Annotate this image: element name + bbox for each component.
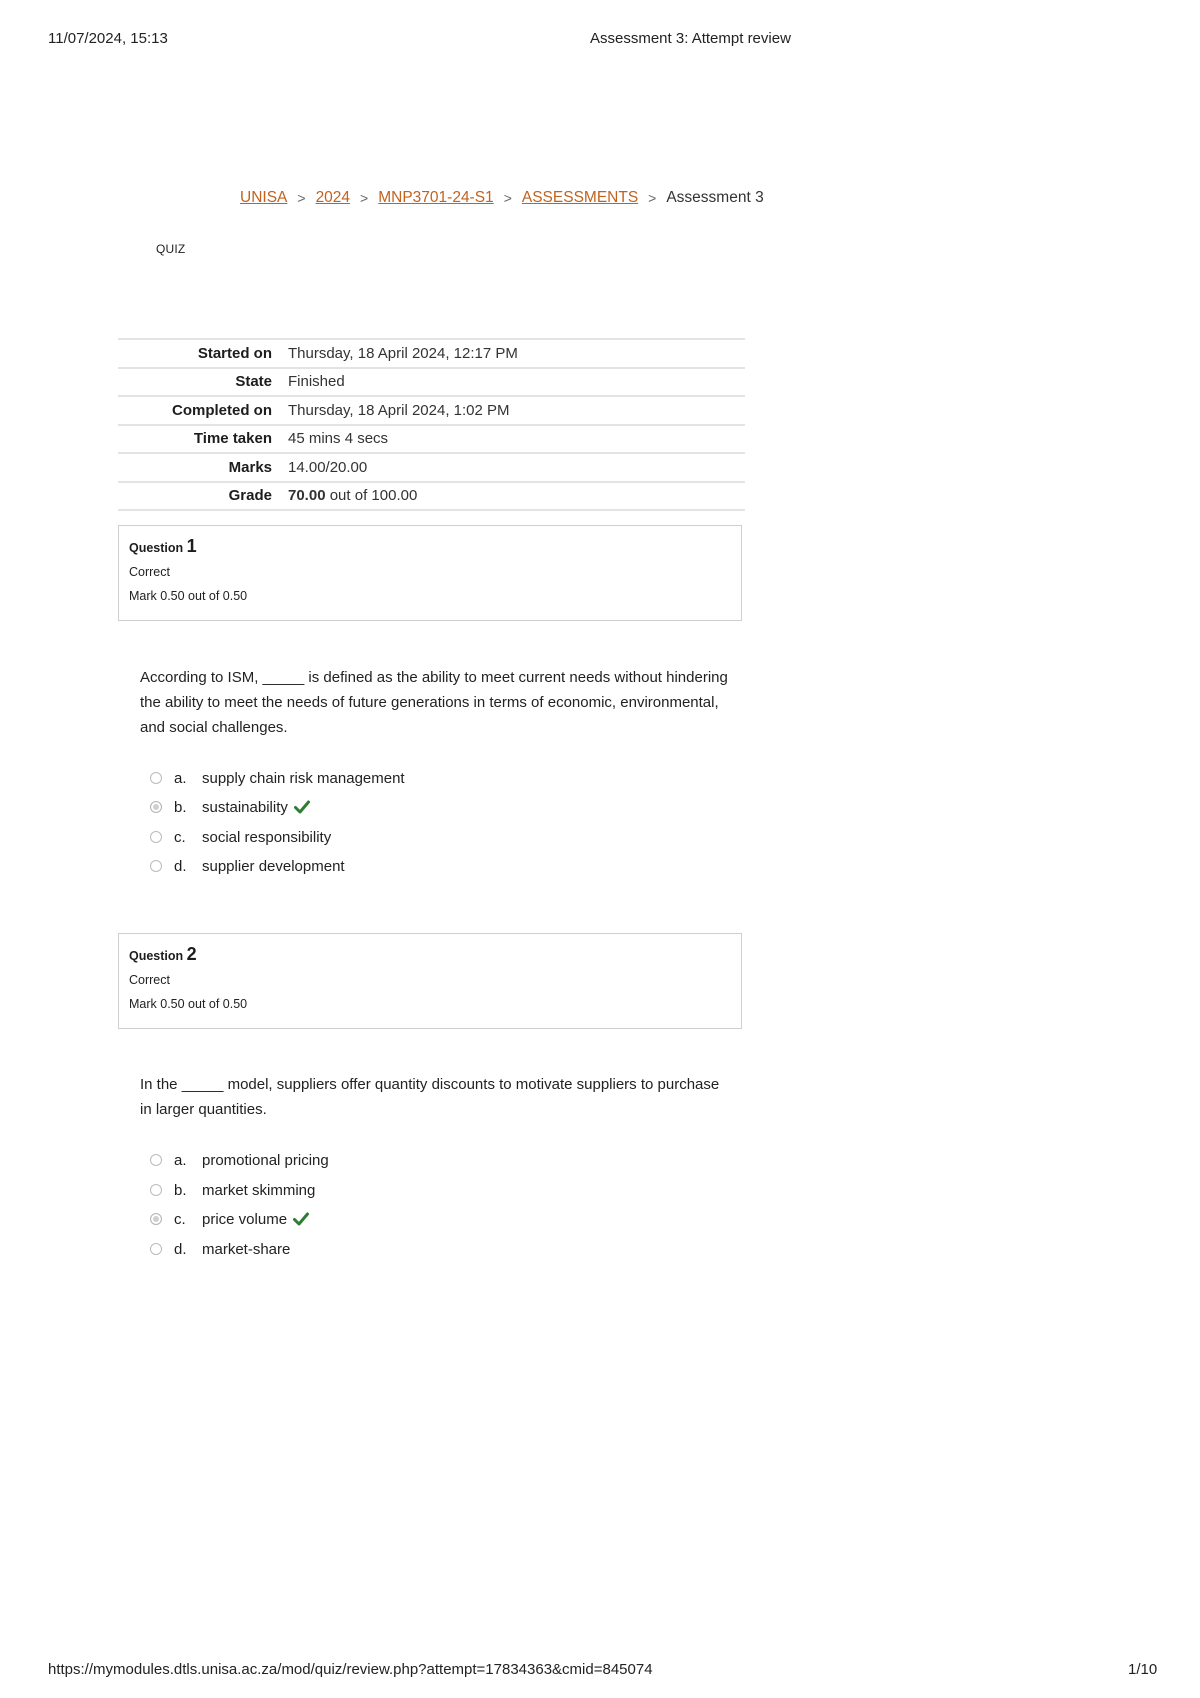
answer-text: price volume: [202, 1210, 288, 1228]
question-text: According to ISM, _____ is defined as the ability to meet current needs without hindering the ability to meet the needs of future generations in terms of economic, environmental, and social challenges.: [140, 669, 728, 736]
question-number: 2: [186, 944, 197, 964]
answer-letter: a.: [174, 1151, 187, 1169]
grade-value: 70.00: [288, 487, 326, 505]
answer-text: supply chain risk management: [202, 769, 405, 787]
summary-row-grade: [118, 482, 745, 511]
question-info-box: [118, 525, 742, 621]
answer-text: market skimming: [202, 1181, 316, 1199]
question-number: 1: [186, 536, 197, 556]
radio-button[interactable]: [150, 1184, 162, 1196]
summary-label: Completed on: [118, 396, 280, 425]
radio-button[interactable]: [150, 1243, 162, 1255]
summary-value: [280, 482, 745, 511]
summary-row-state: [118, 368, 745, 397]
question-mark: Mark 0.50 out of 0.50: [129, 589, 248, 603]
question-title: [129, 944, 731, 965]
breadcrumb-current: Assessment 3: [666, 189, 764, 206]
check-icon: [293, 1212, 309, 1226]
summary-label: Started on: [118, 339, 280, 368]
chevron-right-icon: >: [360, 190, 369, 206]
radio-button[interactable]: [150, 1154, 162, 1166]
summary-value: Finished: [280, 368, 745, 397]
answer-option[interactable]: [150, 1238, 290, 1260]
answer-text: promotional pricing: [202, 1151, 329, 1169]
breadcrumb-link-module[interactable]: MNP3701-24-S1: [378, 189, 494, 206]
breadcrumb-link-year[interactable]: 2024: [315, 189, 351, 206]
answer-option[interactable]: [150, 855, 345, 877]
question-info-box: [118, 933, 742, 1029]
answer-letter: b.: [174, 1181, 187, 1199]
summary-value: 14.00/20.00: [280, 453, 745, 482]
summary-value: Thursday, 18 April 2024, 12:17 PM: [280, 339, 745, 368]
radio-button-selected[interactable]: [150, 801, 162, 813]
answer-option[interactable]: [150, 1149, 329, 1171]
question-text: In the _____ model, suppliers offer quantity discounts to motivate suppliers to purchase in larger quantities.: [140, 1076, 720, 1118]
answer-letter: c.: [174, 1210, 186, 1228]
answer-text: supplier development: [202, 857, 345, 875]
chevron-right-icon: >: [297, 190, 306, 206]
answer-option-selected[interactable]: [150, 796, 310, 818]
breadcrumb-link-assessments[interactable]: ASSESSMENTS: [521, 189, 639, 206]
print-title: Assessment 3: Attempt review: [590, 30, 791, 47]
check-icon: [294, 800, 310, 814]
summary-label: State: [118, 368, 280, 397]
answer-letter: d.: [174, 857, 187, 875]
answer-option[interactable]: [150, 826, 331, 848]
answer-letter: d.: [174, 1240, 187, 1258]
question-title-prefix: Question: [129, 541, 184, 555]
grade-out-of: out of 100.00: [329, 487, 418, 505]
summary-value: 45 mins 4 secs: [280, 425, 745, 454]
summary-label: Grade: [118, 482, 280, 511]
question-state: Correct: [129, 973, 170, 987]
attempt-summary-table: [118, 338, 745, 511]
print-datetime: 11/07/2024, 15:13: [48, 30, 168, 47]
chevron-right-icon: >: [648, 190, 657, 206]
radio-button[interactable]: [150, 772, 162, 784]
activity-type-label: QUIZ: [156, 242, 186, 256]
summary-row-completed: [118, 396, 745, 425]
question-state: Correct: [129, 565, 170, 579]
summary-row-started: [118, 339, 745, 368]
answer-letter: a.: [174, 769, 187, 787]
answer-text: sustainability: [202, 798, 288, 816]
breadcrumb: [240, 189, 764, 207]
print-page-number: 1/10: [1128, 1661, 1158, 1678]
chevron-right-icon: >: [503, 190, 512, 206]
question-title-prefix: Question: [129, 949, 184, 963]
breadcrumb-link-unisa[interactable]: UNISA: [240, 189, 288, 206]
summary-label: Time taken: [118, 425, 280, 454]
answer-letter: c.: [174, 828, 186, 846]
answer-letter: b.: [174, 798, 187, 816]
answer-text: market-share: [202, 1240, 291, 1258]
radio-button[interactable]: [150, 831, 162, 843]
radio-button-selected[interactable]: [150, 1213, 162, 1225]
summary-value: Thursday, 18 April 2024, 1:02 PM: [280, 396, 745, 425]
answer-text: social responsibility: [202, 828, 332, 846]
summary-row-time-taken: [118, 425, 745, 454]
radio-button[interactable]: [150, 860, 162, 872]
answer-option-selected[interactable]: [150, 1208, 309, 1230]
summary-row-marks: [118, 453, 745, 482]
print-url: https://mymodules.dtls.unisa.ac.za/mod/quiz/review.php?attempt=17834363&cmid=845074: [48, 1661, 653, 1678]
summary-label: Marks: [118, 453, 280, 482]
answer-option[interactable]: [150, 1179, 315, 1201]
question-mark: Mark 0.50 out of 0.50: [129, 997, 248, 1011]
question-title: [129, 536, 731, 557]
answer-option[interactable]: [150, 767, 405, 789]
